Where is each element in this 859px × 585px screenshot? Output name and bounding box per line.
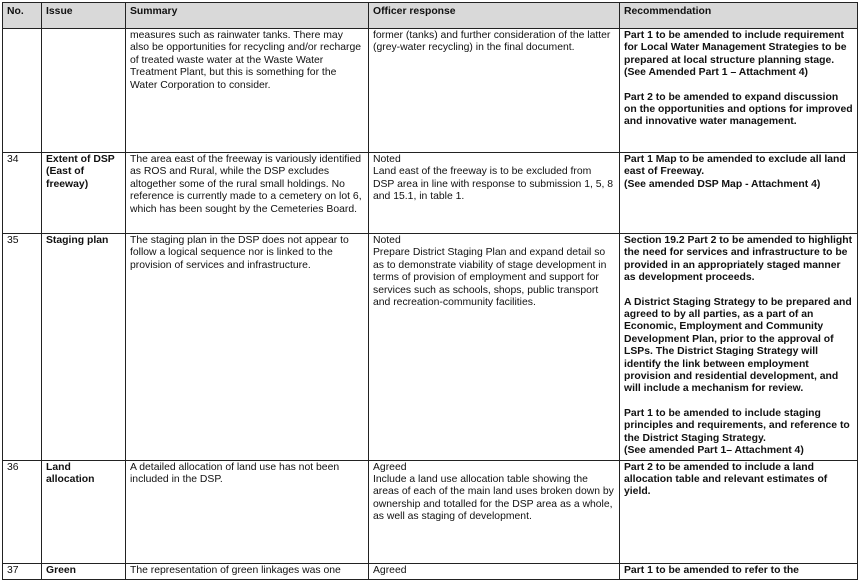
- cell-officer-response: [369, 460, 620, 563]
- header-officer-response: Officer response: [369, 3, 620, 29]
- paragraph: Agreed: [373, 564, 407, 576]
- cell-officer-response: [369, 29, 620, 153]
- paragraph: Land east of the freeway is to be excluded from DSP area in line with response to submission 1, 5, 8 and 15.1, in table 1.: [373, 166, 614, 203]
- paragraph: Part 1 to be amended to include requirement for Local Water Management Strategies to be prepared at local structure planning stage.: [624, 30, 847, 66]
- cell-recommendation: [620, 153, 858, 234]
- header-no: No.: [3, 3, 42, 29]
- paragraph: (See amended DSP Map - Attachment 4): [624, 178, 821, 190]
- cell-no: [3, 29, 42, 153]
- cell-summary: [126, 29, 369, 153]
- paragraph: (See amended Part 1– Attachment 4): [624, 445, 804, 457]
- paragraph-gap: [624, 285, 853, 297]
- paragraph: A District Staging Strategy to be prepared and agreed to by all parties, as a part of an Economic, Employment and Community Development Plan, prior to the approval of LSPs. The District Staging Strategy will identify the link between employment provision and residential development, and will include a mechanism for review.: [624, 296, 852, 395]
- header-row: [3, 3, 858, 29]
- table-row: [3, 460, 858, 563]
- cell-no: 37: [3, 563, 42, 579]
- paragraph: Part 1 to be amended to refer to the: [624, 564, 799, 576]
- paragraph: The staging plan in the DSP does not appear to follow a logical sequence nor is linked to the provision of services and infrastructure.: [130, 235, 349, 271]
- paragraph: Part 2 to be amended to expand discussion on the opportunities and options for improved and innovative water management.: [624, 91, 853, 128]
- cell-summary: [126, 234, 369, 461]
- cell-summary: [126, 153, 369, 234]
- cell-officer-response: [369, 234, 620, 461]
- cell-no: 36: [3, 460, 42, 563]
- submissions-table: [2, 2, 858, 580]
- paragraph: Include a land use allocation table showing the areas of each of the main land uses broken down by ownership and totalled for the DSP area as a whole, as well as staging of development.: [373, 473, 614, 523]
- table-row: [3, 29, 858, 153]
- paragraph: Part 1 Map to be amended to exclude all land east of Freeway.: [624, 154, 846, 178]
- table-row: [3, 153, 858, 234]
- paragraph: Agreed: [373, 461, 407, 473]
- paragraph: former (tanks) and further consideration of the latter (grey-water recycling) in the final document.: [373, 30, 611, 54]
- paragraph: (See Amended Part 1 – Attachment 4): [624, 67, 809, 79]
- paragraph: measures such as rainwater tanks. There may also be opportunities for recycling and/or recharge of treated waste water at the Waste Water Treatment Plant, but this is something for the Water Corporation to consider.: [130, 30, 362, 91]
- cell-recommendation: [620, 29, 858, 153]
- paragraph: Part 1 to be amended to include staging principles and requirements, and reference to the District Staging Strategy.: [624, 407, 850, 444]
- cell-summary: [126, 460, 369, 563]
- cell-officer-response: [369, 153, 620, 234]
- paragraph: Prepare District Staging Plan and expand detail so as to demonstrate viability of stage development in terms of provision of employment and support for services such as schools, shops, public transport and recreation-community facilities.: [373, 247, 607, 309]
- paragraph-gap: [624, 80, 853, 92]
- paragraph: A detailed allocation of land use has not been included in the DSP.: [130, 461, 340, 485]
- header-issue: Issue: [42, 3, 126, 29]
- cell-issue: Staging plan: [42, 234, 126, 461]
- paragraph: Noted: [373, 235, 401, 246]
- paragraph: Section 19.2 Part 2 to be amended to highlight the need for services and infrastructure to be provided in an appropriately staged manner as development proceeds.: [624, 235, 853, 284]
- header-recommendation: Recommendation: [620, 3, 858, 29]
- header-summary: Summary: [126, 3, 369, 29]
- table-row: [3, 563, 858, 579]
- paragraph: The area east of the freeway is variously identified as ROS and Rural, while the DSP excludes altogether some of the rural small holdings. No reference is currently made to a cemetery on lot 6, which has been sought by the Cemeteries Board.: [130, 154, 362, 215]
- cell-recommendation: [620, 234, 858, 461]
- cell-no: 35: [3, 234, 42, 461]
- cell-issue: Extent of DSP (East of freeway): [42, 153, 126, 234]
- paragraph: The representation of green linkages was one: [130, 564, 341, 576]
- cell-recommendation: [620, 563, 858, 579]
- cell-summary: [126, 563, 369, 579]
- cell-issue: Land allocation: [42, 460, 126, 563]
- cell-issue: Green: [42, 563, 126, 579]
- cell-recommendation: [620, 460, 858, 563]
- cell-issue: [42, 29, 126, 153]
- paragraph-gap: [624, 396, 853, 408]
- cell-no: 34: [3, 153, 42, 234]
- table-row: [3, 234, 858, 461]
- paragraph: Noted: [373, 154, 401, 165]
- cell-officer-response: [369, 563, 620, 579]
- paragraph: Part 2 to be amended to include a land allocation table and relevant estimates of yield.: [624, 461, 828, 498]
